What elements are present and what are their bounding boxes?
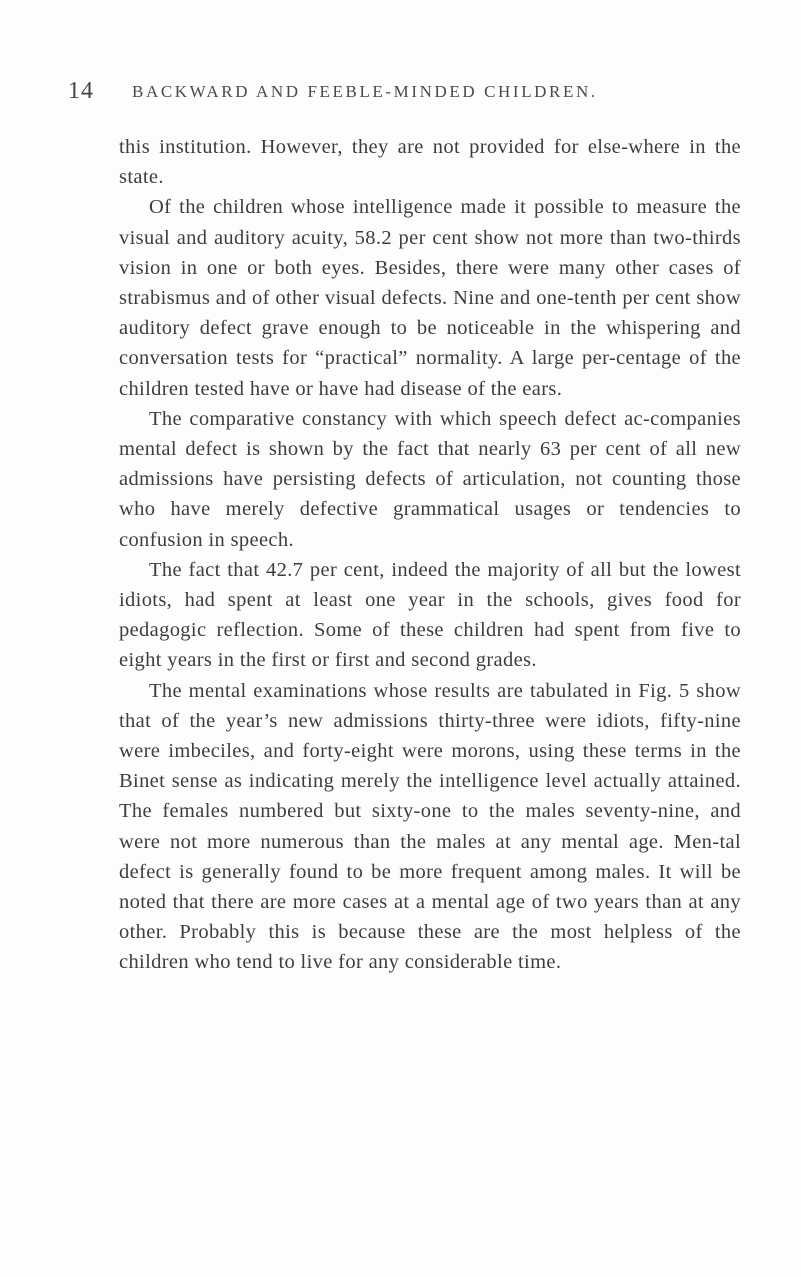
running-title: BACKWARD AND FEEBLE-MINDED CHILDREN. <box>132 82 598 101</box>
running-head <box>68 78 728 108</box>
body-text <box>119 132 741 978</box>
page-number: 14 <box>68 78 94 104</box>
paragraph-schooling: The fact that 42.7 per cent, indeed the majority of all but the lowest idiots, had spent at least one year in the schools, gives food for pedagogic reflection. Some of these children had spent from five to eight years in the first or first and second grades. <box>119 558 741 672</box>
paragraph-mental-examinations: The mental examinations whose results are tabulated in Fig. 5 show that of the year’s new admissions thirty-three were idiots, fifty-nine were imbeciles, and forty-eight were morons, using these terms in the Binet sense as indicating merely the intelligence level actually attained. The females numbered but sixty-one to the males seventy-nine, and were not more numerous than the males at any mental age. Men-tal defect is generally found to be more frequent among males. It will be noted that there are more cases at a mental age of two years than at any other. Probably this is because these are the most helpless of the children who tend to live for any considerable time. <box>119 679 741 974</box>
paragraph-continuation: this institution. However, they are not provided for else-where in the state. <box>119 136 741 189</box>
paragraph-speech-defects: The comparative constancy with which speech defect ac-companies mental defect is shown by the fact that nearly 63 per cent of all new admissions have persisting defects of articulation, not counting those who have merely defective grammatical usages or tendencies to confusion in speech. <box>119 407 741 551</box>
paragraph-sensory-defects: Of the children whose intelligence made it possible to measure the visual and auditory acuity, 58.2 per cent show not more than two-thirds vision in one or both eyes. Besides, there were many other cases of strabismus and of other visual defects. Nine and one-tenth per cent show auditory defect grave enough to be noticeable in the whispering and conversation tests for “practical” normality. A large per-centage of the children tested have or have had disease of the ears. <box>119 196 741 400</box>
